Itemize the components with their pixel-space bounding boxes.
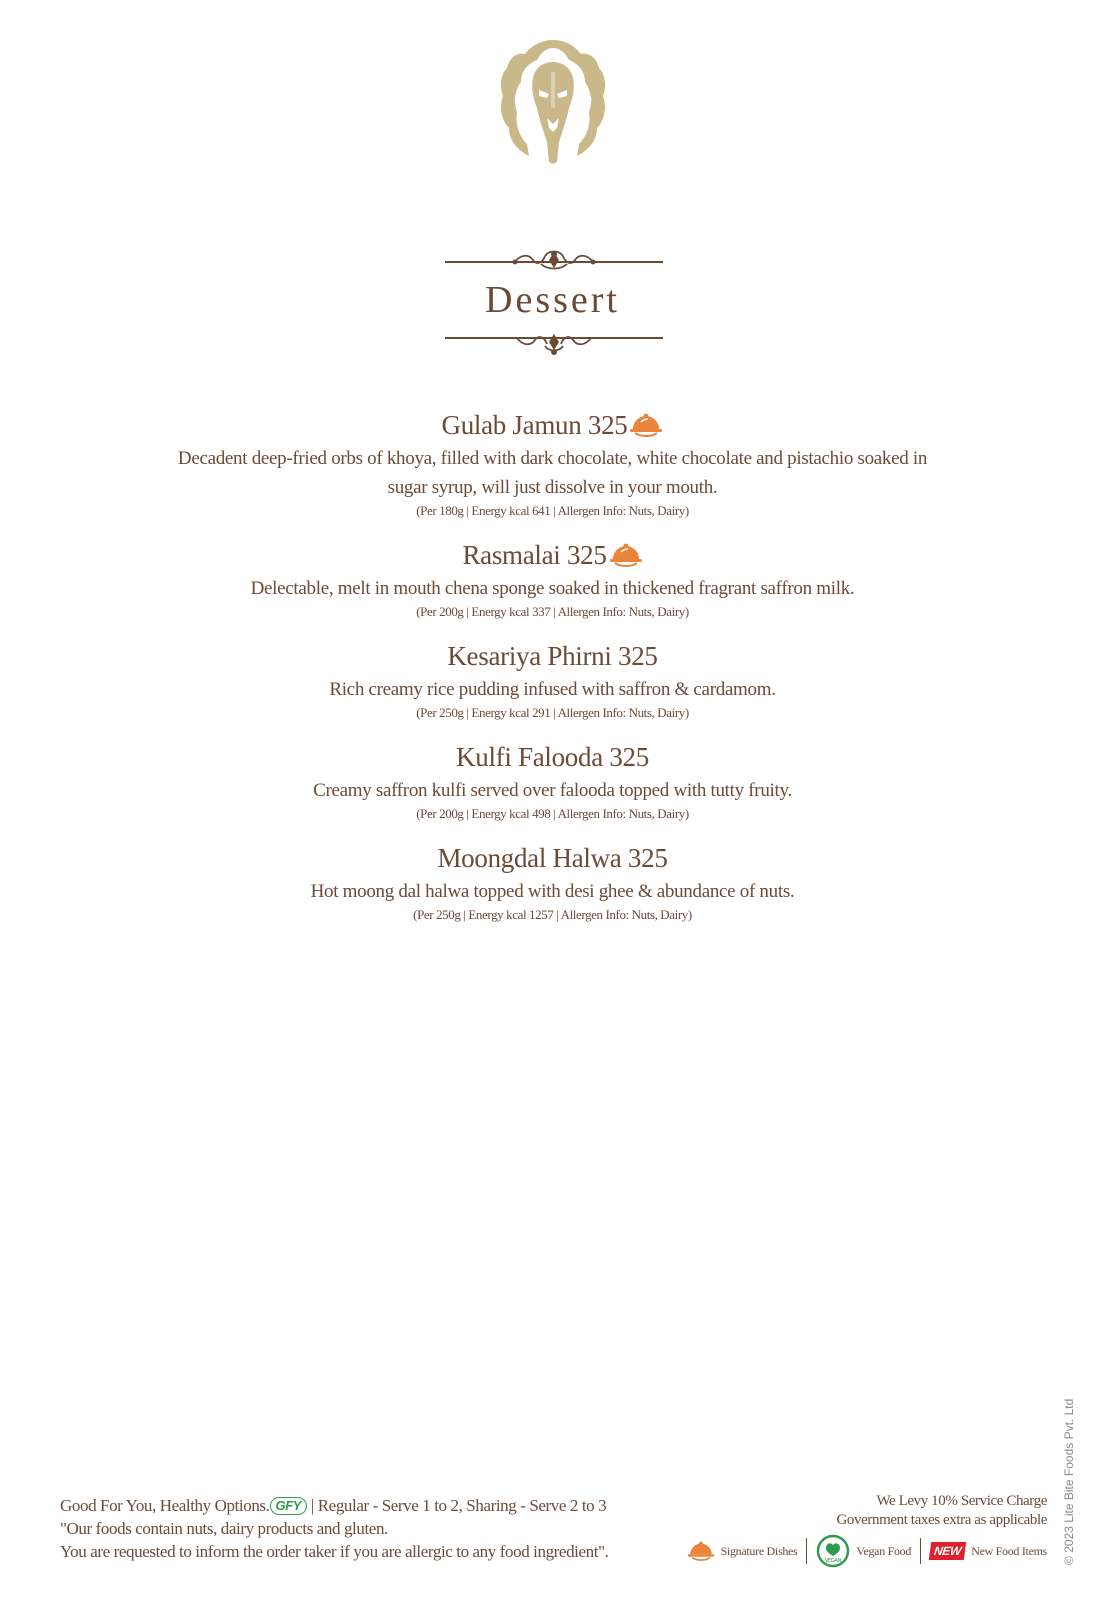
item-description: Decadent deep-fried orbs of khoya, filled with dark chocolate, white chocolate and pistachio soaked in sugar syrup, will just dissolve in your mouth. — [177, 448, 928, 498]
healthy-options-text: Good For You, Healthy Options — [60, 1496, 266, 1515]
item-nutrition: (Per 200g | Energy kcal 337 | Allergen Info: Nuts, Dairy) — [416, 604, 689, 619]
service-charge: We Levy 10% Service Charge — [876, 1493, 1047, 1509]
signature-dish-icon — [687, 1541, 715, 1561]
item-description: Hot moong dal halwa topped with desi ghee & abundance of nuts. — [310, 881, 795, 902]
healthy-options-line: Good For You, Healthy Options. GFY | Regular - Serve 1 to 2, Sharing - Serve 2 to 3 — [60, 1496, 607, 1515]
ornament-divider-top — [445, 248, 663, 276]
item-name: Rasmalai 325 — [462, 540, 607, 570]
item-description: Creamy saffron kulfi served over falooda topped with tutty fruity. — [313, 780, 792, 801]
gfy-badge-icon: GFY — [270, 1497, 308, 1515]
item-name: Moongdal Halwa 325 — [437, 843, 668, 873]
taxes-note: Government taxes extra as applicable — [836, 1512, 1047, 1528]
item-name: Gulab Jamun 325 — [441, 410, 628, 440]
legend-separator — [806, 1538, 807, 1564]
item-name: Kulfi Falooda 325 — [456, 742, 649, 772]
footer-charges — [687, 1492, 1047, 1530]
item-nutrition: (Per 250g | Energy kcal 1257 | Allergen Info: Nuts, Dairy) — [413, 907, 692, 922]
item-nutrition: (Per 250g | Energy kcal 291 | Allergen Info: Nuts, Dairy) — [416, 705, 689, 720]
vegan-food-icon — [816, 1534, 850, 1568]
item-name: Kesariya Phirni 325 — [447, 641, 658, 671]
svg-text:VEGAN: VEGAN — [825, 1558, 842, 1564]
footer-notes — [60, 1494, 680, 1563]
item-description: Delectable, melt in mouth chena sponge soaked in thickened fragrant saffron milk. — [250, 578, 855, 599]
menu-item — [0, 538, 1105, 621]
inform-note: You are requested to inform the order taker if you are allergic to any food ingredient". — [60, 1542, 609, 1561]
copyright: © 2023 Lite Bite Foods Pvt. Ltd — [1062, 1398, 1076, 1565]
legend-new-label: New Food Items — [971, 1543, 1047, 1558]
signature-dish-icon — [609, 543, 643, 567]
ornament-divider-bottom — [445, 332, 663, 360]
menu-item — [0, 740, 1105, 823]
item-nutrition: (Per 180g | Energy kcal 641 | Allergen Info: Nuts, Dairy) — [416, 503, 689, 518]
lion-logo-icon — [497, 38, 609, 166]
allergen-note: "Our foods contain nuts, dairy products and gluten. — [60, 1519, 388, 1538]
item-description: Rich creamy rice pudding infused with saffron & cardamom. — [329, 679, 776, 700]
menu-item — [0, 841, 1105, 924]
menu-items — [0, 408, 1105, 942]
new-badge-icon: NEW — [929, 1542, 967, 1560]
menu-item — [0, 639, 1105, 722]
legend — [687, 1534, 1047, 1568]
section-title: Dessert — [485, 279, 620, 321]
item-nutrition: (Per 200g | Energy kcal 498 | Allergen Info: Nuts, Dairy) — [416, 806, 689, 821]
legend-separator — [920, 1538, 921, 1564]
signature-dish-icon — [629, 413, 663, 437]
legend-signature-label: Signature Dishes — [720, 1543, 798, 1558]
serving-info: | Regular - Serve 1 to 2, Sharing - Serve 2 to 3 — [310, 1496, 607, 1515]
legend-vegan-label: Vegan Food — [856, 1543, 912, 1558]
menu-item — [0, 408, 1105, 520]
